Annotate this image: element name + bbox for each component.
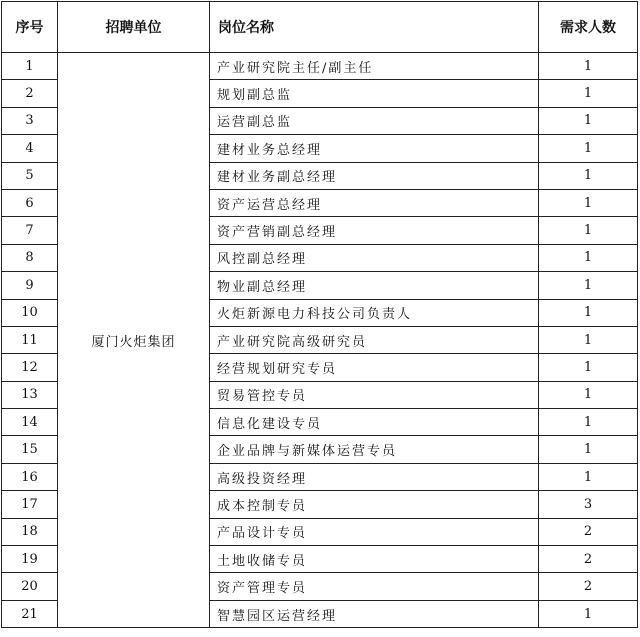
serial-number-cell: 6: [2, 189, 58, 216]
headcount-cell: 1: [539, 326, 638, 353]
headcount-cell: 1: [539, 217, 638, 244]
serial-number-cell: 7: [2, 217, 58, 244]
header-position-name: 岗位名称: [210, 2, 539, 53]
position-name-cell: 经营规划研究专员: [210, 354, 539, 381]
headcount-cell: 1: [539, 272, 638, 299]
serial-number-cell: 5: [2, 162, 58, 189]
position-name-cell: 建材业务副总经理: [210, 162, 539, 189]
table-header: [2, 2, 638, 53]
headcount-cell: 1: [539, 107, 638, 134]
position-name-cell: 成本控制专员: [210, 491, 539, 518]
headcount-cell: 1: [539, 354, 638, 381]
recruitment-table: [1, 1, 638, 628]
position-name-cell: 土地收储专员: [210, 546, 539, 573]
position-name-cell: 智慧园区运营经理: [210, 600, 539, 627]
headcount-cell: 1: [539, 381, 638, 408]
headcount-cell: 2: [539, 518, 638, 545]
serial-number-cell: 19: [2, 546, 58, 573]
position-name-cell: 风控副总经理: [210, 244, 539, 271]
serial-number-cell: 15: [2, 436, 58, 463]
position-name-cell: 火炬新源电力科技公司负责人: [210, 299, 539, 326]
headcount-cell: 1: [539, 244, 638, 271]
position-name-cell: 资产营销副总经理: [210, 217, 539, 244]
serial-number-cell: 18: [2, 518, 58, 545]
serial-number-cell: 13: [2, 381, 58, 408]
serial-number-cell: 9: [2, 272, 58, 299]
position-name-cell: 物业副总经理: [210, 272, 539, 299]
table-row: [2, 53, 638, 80]
serial-number-cell: 17: [2, 491, 58, 518]
position-name-cell: 运营副总监: [210, 107, 539, 134]
headcount-cell: 3: [539, 491, 638, 518]
headcount-cell: 1: [539, 135, 638, 162]
recruiting-unit-cell: 厦门火炬集团: [58, 53, 210, 628]
serial-number-cell: 12: [2, 354, 58, 381]
headcount-cell: 1: [539, 189, 638, 216]
serial-number-cell: 16: [2, 463, 58, 490]
headcount-cell: 2: [539, 573, 638, 600]
headcount-cell: 1: [539, 463, 638, 490]
position-name-cell: 产业研究院高级研究员: [210, 326, 539, 353]
header-recruiting-unit: 招聘单位: [58, 2, 210, 53]
serial-number-cell: 8: [2, 244, 58, 271]
serial-number-cell: 2: [2, 80, 58, 107]
position-name-cell: 资产运营总经理: [210, 189, 539, 216]
position-name-cell: 信息化建设专员: [210, 409, 539, 436]
header-serial-number: 序号: [2, 2, 58, 53]
headcount-cell: 1: [539, 600, 638, 627]
serial-number-cell: 1: [2, 53, 58, 80]
headcount-cell: 1: [539, 162, 638, 189]
position-name-cell: 规划副总监: [210, 80, 539, 107]
headcount-cell: 1: [539, 80, 638, 107]
serial-number-cell: 10: [2, 299, 58, 326]
headcount-cell: 2: [539, 546, 638, 573]
position-name-cell: 企业品牌与新媒体运营专员: [210, 436, 539, 463]
headcount-cell: 1: [539, 299, 638, 326]
table-body: [2, 53, 638, 628]
headcount-cell: 1: [539, 436, 638, 463]
serial-number-cell: 21: [2, 600, 58, 627]
serial-number-cell: 11: [2, 326, 58, 353]
serial-number-cell: 4: [2, 135, 58, 162]
headcount-cell: 1: [539, 409, 638, 436]
header-headcount: 需求人数: [539, 2, 638, 53]
position-name-cell: 高级投资经理: [210, 463, 539, 490]
position-name-cell: 产品设计专员: [210, 518, 539, 545]
position-name-cell: 建材业务总经理: [210, 135, 539, 162]
header-row: [2, 2, 638, 53]
serial-number-cell: 14: [2, 409, 58, 436]
position-name-cell: 资产管理专员: [210, 573, 539, 600]
position-name-cell: 贸易管控专员: [210, 381, 539, 408]
serial-number-cell: 20: [2, 573, 58, 600]
serial-number-cell: 3: [2, 107, 58, 134]
position-name-cell: 产业研究院主任/副主任: [210, 53, 539, 80]
recruitment-table-container: [1, 1, 637, 635]
headcount-cell: 1: [539, 53, 638, 80]
